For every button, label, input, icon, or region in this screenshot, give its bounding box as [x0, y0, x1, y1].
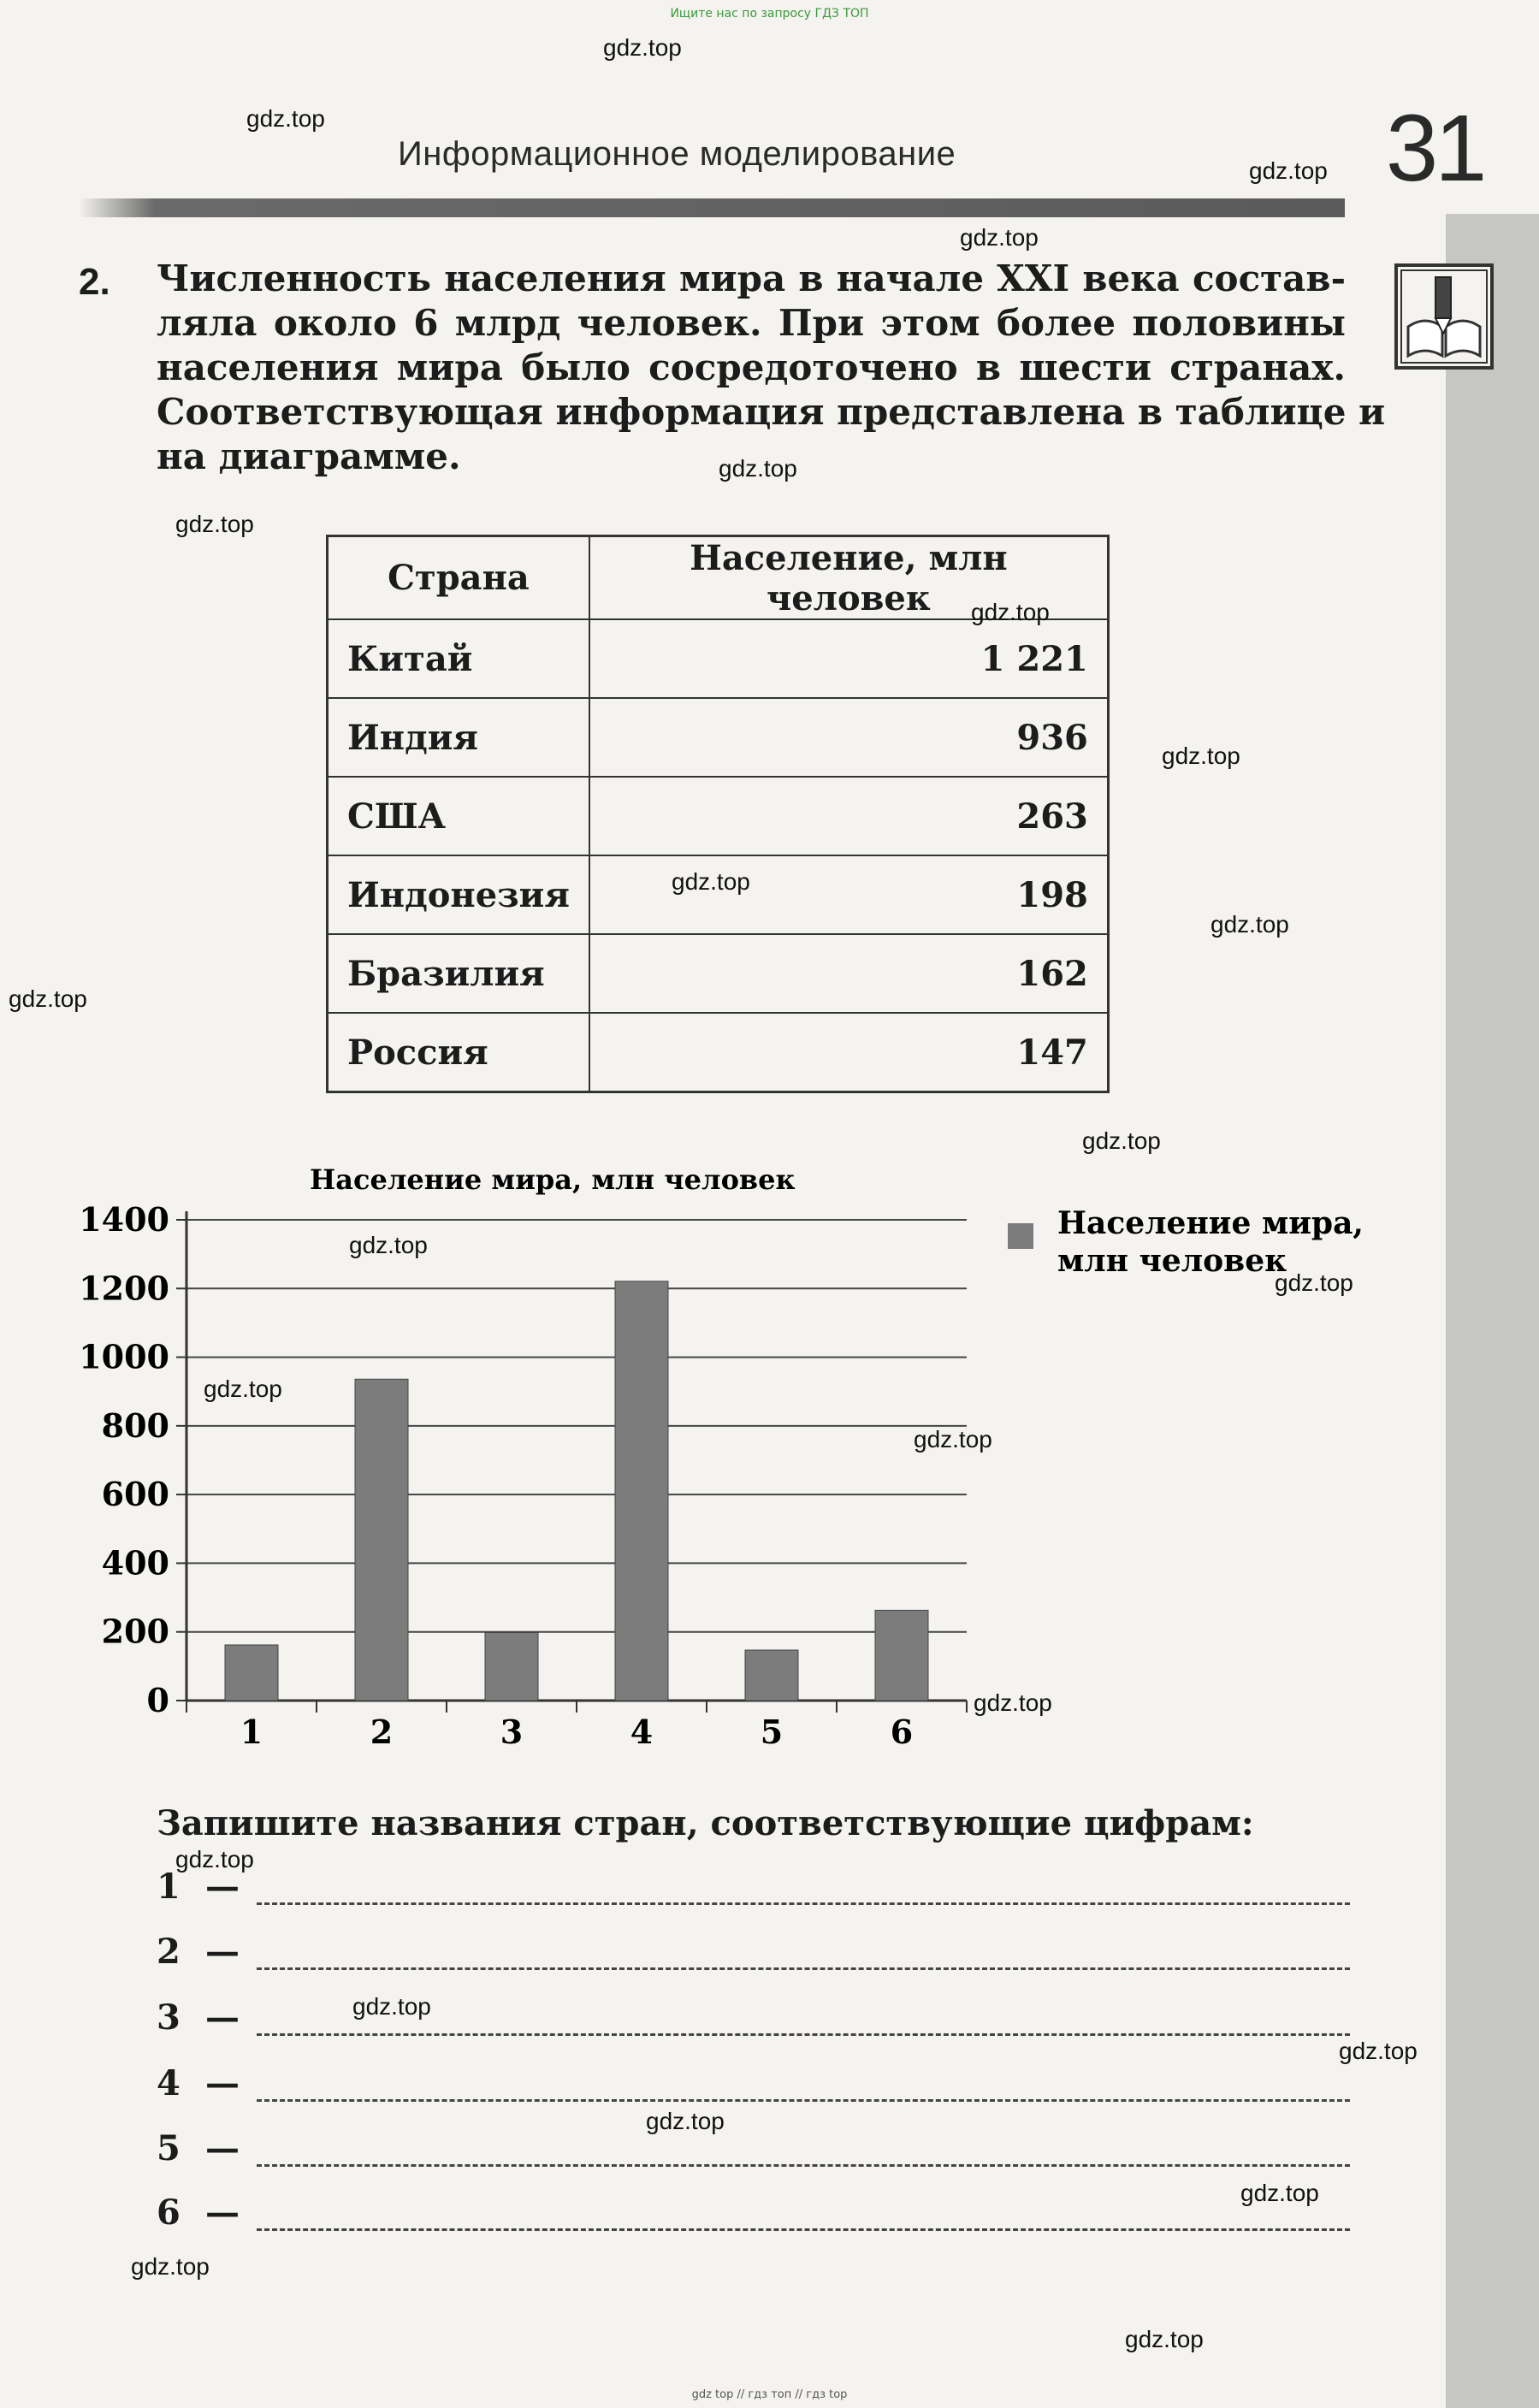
chart-x-tick-label: 2 [370, 1713, 394, 1751]
table-cell-country: Россия [328, 1013, 589, 1092]
table-cell-population: 147 [589, 1013, 1109, 1092]
watermark-text: gdz.top [914, 1426, 992, 1452]
answer-dash: — [205, 1932, 240, 1972]
chart-x-tick-label: 1 [240, 1713, 263, 1751]
top-note: Ищите нас по запросу ГДЗ ТОП [670, 7, 869, 21]
answer-number: 5 [157, 2128, 181, 2168]
bottom-note: gdz top // гдз топ // гдз top [691, 2388, 848, 2401]
answer-line[interactable] [257, 2099, 1350, 2102]
page-side-strip [1446, 214, 1539, 2408]
chart-y-tick-label: 800 [101, 1405, 169, 1445]
chart-x-tick-label: 5 [760, 1713, 784, 1751]
book-pencil-icon [1394, 263, 1494, 370]
table-header-population: Население, млн человек [589, 536, 1109, 620]
answer-dash: — [205, 2063, 240, 2103]
watermark-text: gdz.top [1082, 1127, 1161, 1154]
watermark-text: gdz.top [349, 1232, 428, 1258]
watermark-text: gdz.top [971, 599, 1050, 625]
population-bar-chart [0, 1146, 1369, 1779]
task-line: ляла около 6 млрд человек. При этом более половины [157, 302, 1346, 344]
task-text [157, 257, 1386, 479]
page-header-title: Информационное моделирование [398, 135, 956, 173]
watermark-text: gdz.top [1339, 2038, 1418, 2064]
watermark-text: gdz.top [175, 511, 254, 537]
answer-line[interactable] [257, 2164, 1350, 2167]
answer-number: 2 [157, 1932, 181, 1972]
chart-y-tick-label: 0 [146, 1681, 169, 1719]
page-number: 31 [1386, 96, 1484, 201]
answer-line[interactable] [257, 1902, 1350, 1905]
answer-line[interactable] [257, 2228, 1350, 2231]
table-cell-population: 936 [589, 698, 1109, 777]
answer-dash: — [205, 2128, 240, 2168]
table-row [328, 777, 1109, 855]
answer-dash: — [205, 2192, 240, 2233]
watermark-text: gdz.top [131, 2253, 210, 2280]
task-line: населения мира было сосредоточено в шести странах. [157, 346, 1346, 388]
answer-dash: — [205, 1867, 240, 1907]
table-row [328, 1013, 1109, 1092]
table-header-country: Страна [328, 536, 589, 620]
chart-title: Население мира, млн человек [310, 1163, 796, 1196]
chart-bar [355, 1379, 408, 1701]
chart-y-tick-label: 1400 [79, 1200, 169, 1239]
watermark-text: gdz.top [1210, 911, 1289, 938]
watermark-text: gdz.top [352, 1993, 431, 2020]
answer-number: 6 [157, 2192, 181, 2233]
table-cell-country: Бразилия [328, 934, 589, 1013]
task-number: 2. [79, 261, 110, 303]
table-cell-population: 1 221 [589, 619, 1109, 698]
watermark-text: gdz.top [246, 105, 325, 132]
answer-number: 4 [157, 2063, 181, 2103]
chart-legend-label: Население мира, [1057, 1205, 1364, 1241]
task-line: Численность населения мира в начале XXI века состав- [157, 257, 1346, 299]
table-row [328, 698, 1109, 777]
watermark-text: gdz.top [960, 224, 1039, 251]
header-bar [79, 198, 1345, 217]
chart-y-tick-label: 600 [101, 1475, 169, 1514]
chart-bar [615, 1281, 668, 1701]
table-cell-country: Индонезия [328, 855, 589, 934]
chart-legend-label: млн человек [1057, 1243, 1287, 1279]
watermark-text: gdz.top [719, 455, 797, 482]
task-line: Соответствующая информация представлена в таблице и [157, 391, 1386, 433]
table-cell-population: 263 [589, 777, 1109, 855]
chart-x-tick-label: 6 [890, 1713, 914, 1751]
chart-bar [875, 1610, 928, 1701]
table-cell-country: США [328, 777, 589, 855]
table-cell-population: 198 [589, 855, 1109, 934]
watermark-text: gdz.top [603, 34, 682, 61]
chart-y-tick-label: 400 [101, 1543, 169, 1583]
answer-instruction: Запишите названия стран, соответствующие цифрам: [157, 1803, 1254, 1843]
answer-dash: — [205, 1997, 240, 2038]
table-row [328, 934, 1109, 1013]
table-row [328, 619, 1109, 698]
watermark-text: gdz.top [672, 868, 750, 895]
watermark-text: gdz.top [204, 1376, 282, 1402]
chart-y-tick-label: 1200 [79, 1269, 169, 1308]
watermark-text: gdz.top [974, 1689, 1052, 1716]
chart-y-tick-label: 200 [101, 1612, 169, 1651]
answer-number: 3 [157, 1997, 181, 2038]
table-cell-population: 162 [589, 934, 1109, 1013]
watermark-text: gdz.top [1240, 2180, 1319, 2206]
watermark-text: gdz.top [175, 1846, 254, 1873]
chart-x-tick-label: 3 [500, 1713, 524, 1751]
task-line: на диаграмме. [157, 435, 461, 477]
watermark-text: gdz.top [646, 2108, 725, 2134]
answer-line[interactable] [257, 2033, 1350, 2036]
watermark-text: gdz.top [1125, 2326, 1204, 2352]
chart-y-tick-label: 1000 [79, 1337, 169, 1376]
chart-x-tick-label: 4 [630, 1713, 654, 1751]
chart-bar [745, 1650, 798, 1701]
chart-bar [225, 1645, 278, 1701]
watermark-text: gdz.top [1249, 157, 1328, 184]
chart-bar [485, 1633, 538, 1701]
answer-number: 1 [157, 1867, 181, 1907]
watermark-text: gdz.top [1275, 1269, 1353, 1296]
table-cell-country: Китай [328, 619, 589, 698]
chart-legend-swatch [1008, 1223, 1033, 1249]
table-cell-country: Индия [328, 698, 589, 777]
watermark-text: gdz.top [1162, 743, 1240, 769]
watermark-text: gdz.top [9, 985, 87, 1012]
answer-line[interactable] [257, 1967, 1350, 1970]
